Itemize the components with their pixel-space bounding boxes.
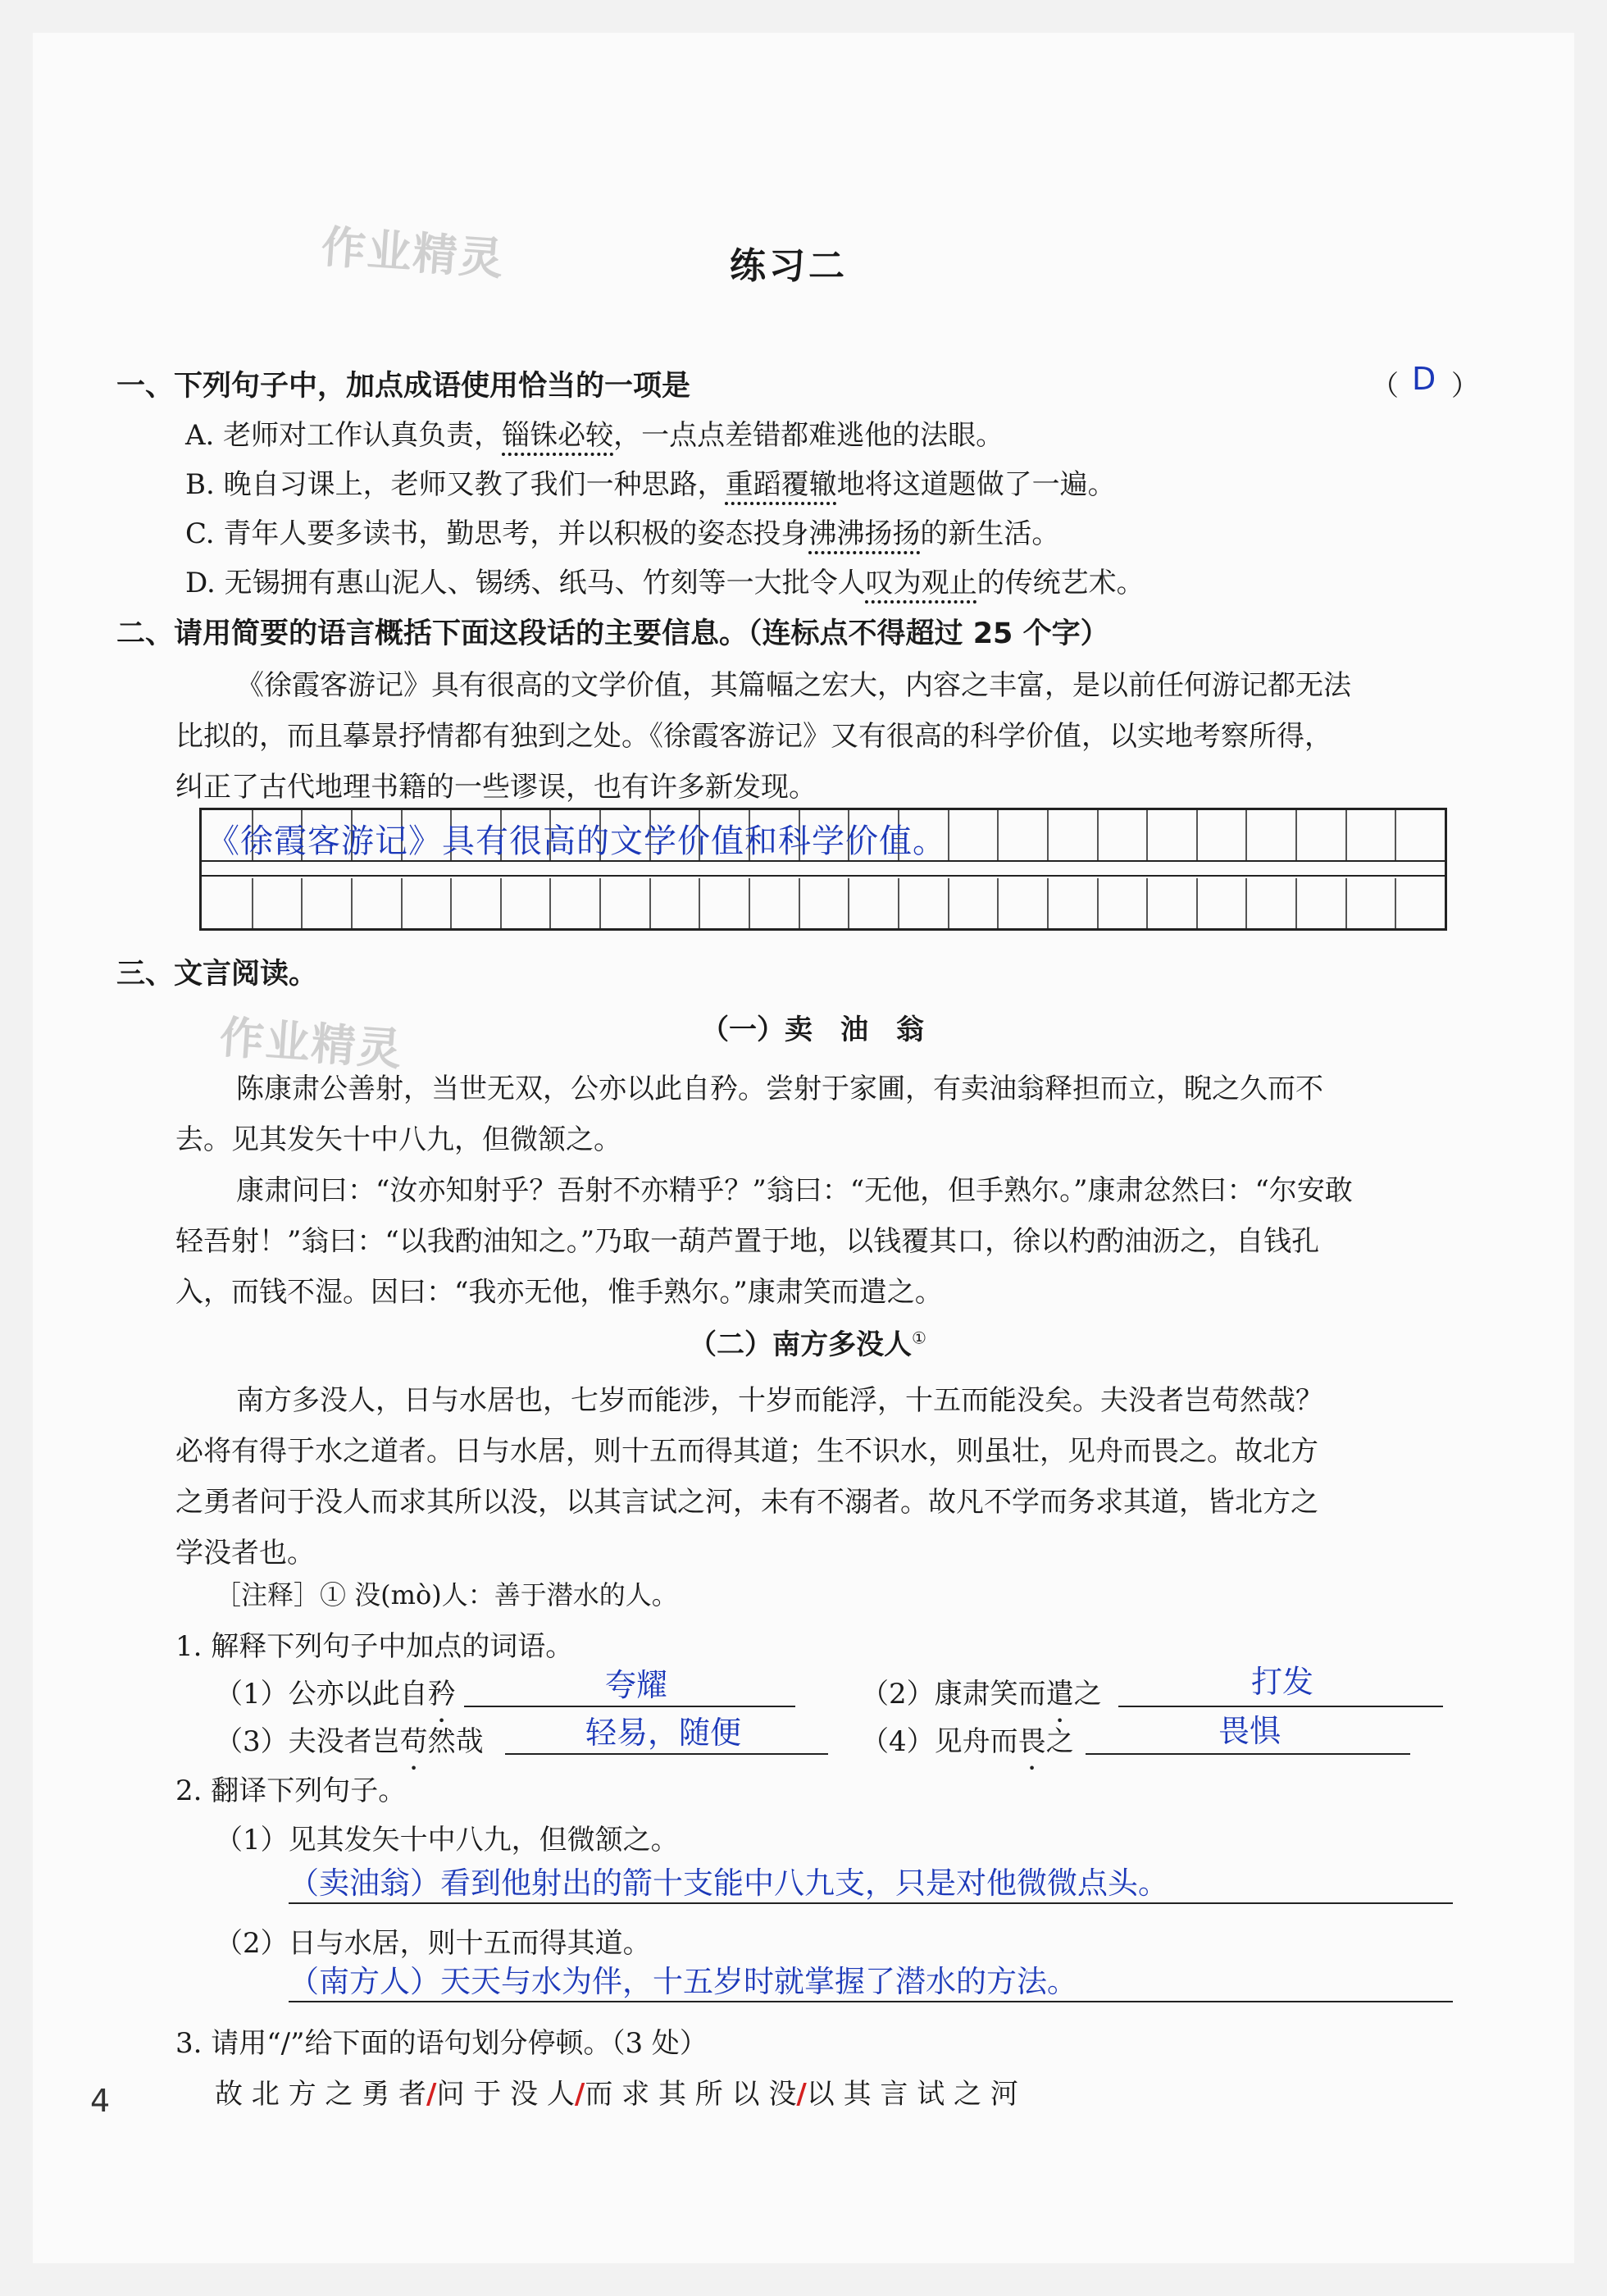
grid-cell-divider [1146, 878, 1148, 928]
grid-cell-divider [1295, 878, 1297, 928]
translate-answer-1: （卖油翁）看到他射出的箭十支能中八九支，只是对他微微点头。 [289, 1866, 1168, 1901]
grid-cell-divider [799, 878, 800, 928]
passage-line: 学没者也。 [175, 1537, 315, 1569]
translate-sentence-2: （2）日与水居，则十五而得其道。 [215, 1927, 651, 1960]
grid-cell-divider [1047, 810, 1049, 860]
option-c: C. 青年人要多读书，勤思考，并以积极的姿态投身沸沸扬扬的新生活。 [185, 517, 1060, 550]
grid-cell-divider [1196, 878, 1198, 928]
sub1-item-1: （1）公亦以此自矜 [215, 1678, 456, 1711]
passage-line: 陈康肃公善射，当世无双，公亦以此自矜。尝射于家圃，有卖油翁释担而立，睨之久而不 [236, 1073, 1323, 1105]
option-d: D. 无锡拥有惠山泥人、锡绣、纸马、竹刻等一大批令人叹为观止的传统艺术。 [185, 567, 1145, 599]
question-1-stem: 一、下列句子中，加点成语使用恰当的一项是 [116, 370, 691, 403]
grid-cell-divider [898, 878, 899, 928]
question-2-stem: 二、请用简要的语言概括下面这段话的主要信息。（连标点不得超过 25 个字） [116, 617, 1109, 650]
passage-line: 纠正了古代地理书籍的一些谬误，也有许多新发现。 [175, 771, 817, 804]
dotted-word: 苟 [399, 1725, 428, 1758]
grid-cell-divider [549, 878, 551, 928]
grid-cell-divider [997, 878, 999, 928]
sub-question-1-stem: 1. 解释下列句子中加点的词语。 [175, 1630, 574, 1663]
passage-line: 轻吾射！”翁曰：“以我酌油知之。”乃取一葫芦置于地，以钱覆其口，徐以杓酌油沥之，自钱孔 [175, 1225, 1320, 1258]
passage-2-title: （二）南方多没人① [689, 1328, 926, 1361]
question-1-answer: D [1412, 361, 1436, 397]
sub-question-2-stem: 2. 翻译下列句子。 [175, 1774, 407, 1807]
passage-line: 康肃问曰：“汝亦知射乎？吾射不亦精乎？”翁曰：“无他，但手熟尔。”康肃忿然曰：“尔安敢 [236, 1174, 1353, 1207]
sub1-item-3: （3）夫没者岂苟然哉 [215, 1725, 484, 1758]
page-title: 练习二 [730, 245, 848, 287]
grid-cell-divider [1245, 810, 1247, 860]
answer-line [289, 1902, 1453, 1904]
answer-line [505, 1753, 828, 1755]
answer-paren-right: ） [1451, 370, 1479, 403]
pause-slash: / [574, 2078, 585, 2111]
grid-cell-divider [1245, 878, 1247, 928]
grid-cell-divider [1295, 810, 1297, 860]
sub1-answer-3: 轻易，随便 [585, 1715, 742, 1751]
pause-slash: / [796, 2078, 807, 2111]
passage-line: 去。见其发矢十中八九，但微颔之。 [175, 1123, 621, 1156]
grid-cell-divider [848, 878, 849, 928]
passage-line: 《徐霞客游记》具有很高的文学价值，其篇幅之宏大，内容之丰富，是以前任何游记都无法 [236, 669, 1351, 702]
grid-cell-divider [351, 878, 353, 928]
sub1-item-2: （2）康肃笑而遣之 [861, 1678, 1102, 1711]
translate-sentence-1: （1）见其发矢十中八九，但微颔之。 [215, 1824, 679, 1856]
grid-cell-divider [1196, 810, 1198, 860]
answer-line [1086, 1753, 1410, 1755]
dotted-idiom: 沸沸扬扬 [808, 517, 921, 550]
sub1-answer-1: 夸耀 [605, 1667, 668, 1703]
answer-line [289, 2001, 1453, 2002]
grid-cell-divider [500, 878, 502, 928]
dotted-word: 畏 [1017, 1725, 1046, 1758]
pause-sentence: 故 北 方 之 勇 者/问 于 没 人/而 求 其 所 以 没/以 其 言 试 之 河 [215, 2078, 1018, 2111]
grid-cell-divider [252, 878, 253, 928]
grid-cell-divider [948, 878, 949, 928]
passage-line: 必将有得于水之道者。日与水居，则十五而得其道；生不识水，则虽壮，见舟而畏之。故北方 [175, 1435, 1318, 1468]
sub1-answer-4: 畏惧 [1218, 1713, 1282, 1749]
grid-cell-divider [1395, 878, 1396, 928]
pause-slash: / [426, 2078, 437, 2111]
grid-cell-divider [401, 878, 403, 928]
option-a: A. 老师对工作认真负责，锱铢必较，一点点差错都难逃他的法眼。 [185, 419, 1004, 452]
question-3-stem: 三、文言阅读。 [116, 958, 318, 991]
translate-answer-2: （南方人）天天与水为伴，十五岁时就掌握了潜水的方法。 [289, 1964, 1077, 1999]
grid-separator [202, 860, 1445, 877]
sub1-answer-2: 打发 [1251, 1664, 1314, 1700]
grid-cell-divider [997, 810, 999, 860]
watermark: 作业精灵 [319, 221, 507, 285]
question-2-answer: 《徐霞客游记》具有很高的文学价值和科学价值。 [207, 822, 946, 860]
grid-cell-divider [599, 878, 601, 928]
grid-cell-divider [1345, 878, 1347, 928]
passage-line: 南方多没人，日与水居也，七岁而能涉，十岁而能浮，十五而能没矣。夫没者岂苟然哉？ [236, 1384, 1323, 1417]
grid-cell-divider [450, 878, 452, 928]
grid-cell-divider [1097, 810, 1099, 860]
grid-cell-divider [699, 878, 700, 928]
grid-cell-divider [1097, 878, 1099, 928]
grid-cell-divider [1047, 878, 1049, 928]
grid-cell-divider [301, 878, 303, 928]
answer-paren-left: （ [1371, 370, 1399, 403]
passage-line: 比拟的，而且摹景抒情都有独到之处。《徐霞客游记》又有很高的科学价值，以实地考察所得， [175, 720, 1332, 753]
dotted-idiom: 叹为观止 [865, 567, 977, 599]
grid-cell-divider [649, 878, 651, 928]
sub-question-3-stem: 3. 请用“/”给下面的语句划分停顿。（3 处） [175, 2027, 708, 2060]
dotted-word: 矜 [427, 1678, 456, 1711]
dotted-idiom: 锱铢必较 [502, 419, 614, 452]
grid-cell-divider [749, 878, 750, 928]
grid-cell-divider [1395, 810, 1396, 860]
dotted-idiom: 重蹈覆辙 [725, 468, 837, 501]
passage-1-title: （一）卖 油 翁 [701, 1014, 924, 1046]
grid-cell-divider [1345, 810, 1347, 860]
grid-cell-divider [1146, 810, 1148, 860]
footnote: ［注释］① 没(mò)人：善于潜水的人。 [215, 1579, 678, 1610]
dotted-word: 遣 [1045, 1678, 1074, 1711]
page-number: 4 [90, 2083, 111, 2119]
sub1-item-4: （4）见舟而畏之 [861, 1725, 1074, 1758]
grid-cell-divider [948, 810, 949, 860]
watermark: 作业精灵 [217, 1011, 405, 1076]
footnote-marker: ① [912, 1328, 926, 1348]
passage-line: 之勇者问于没人而求其所以没，以其言试之河，未有不溺者。故凡不学而务求其道，皆北方之 [175, 1486, 1318, 1519]
passage-line: 入，而钱不湿。因曰：“我亦无他，惟手熟尔。”康肃笑而遣之。 [175, 1276, 943, 1309]
option-b: B. 晚自习课上，老师又教了我们一种思路，重蹈覆辙地将这道题做了一遍。 [185, 468, 1116, 501]
